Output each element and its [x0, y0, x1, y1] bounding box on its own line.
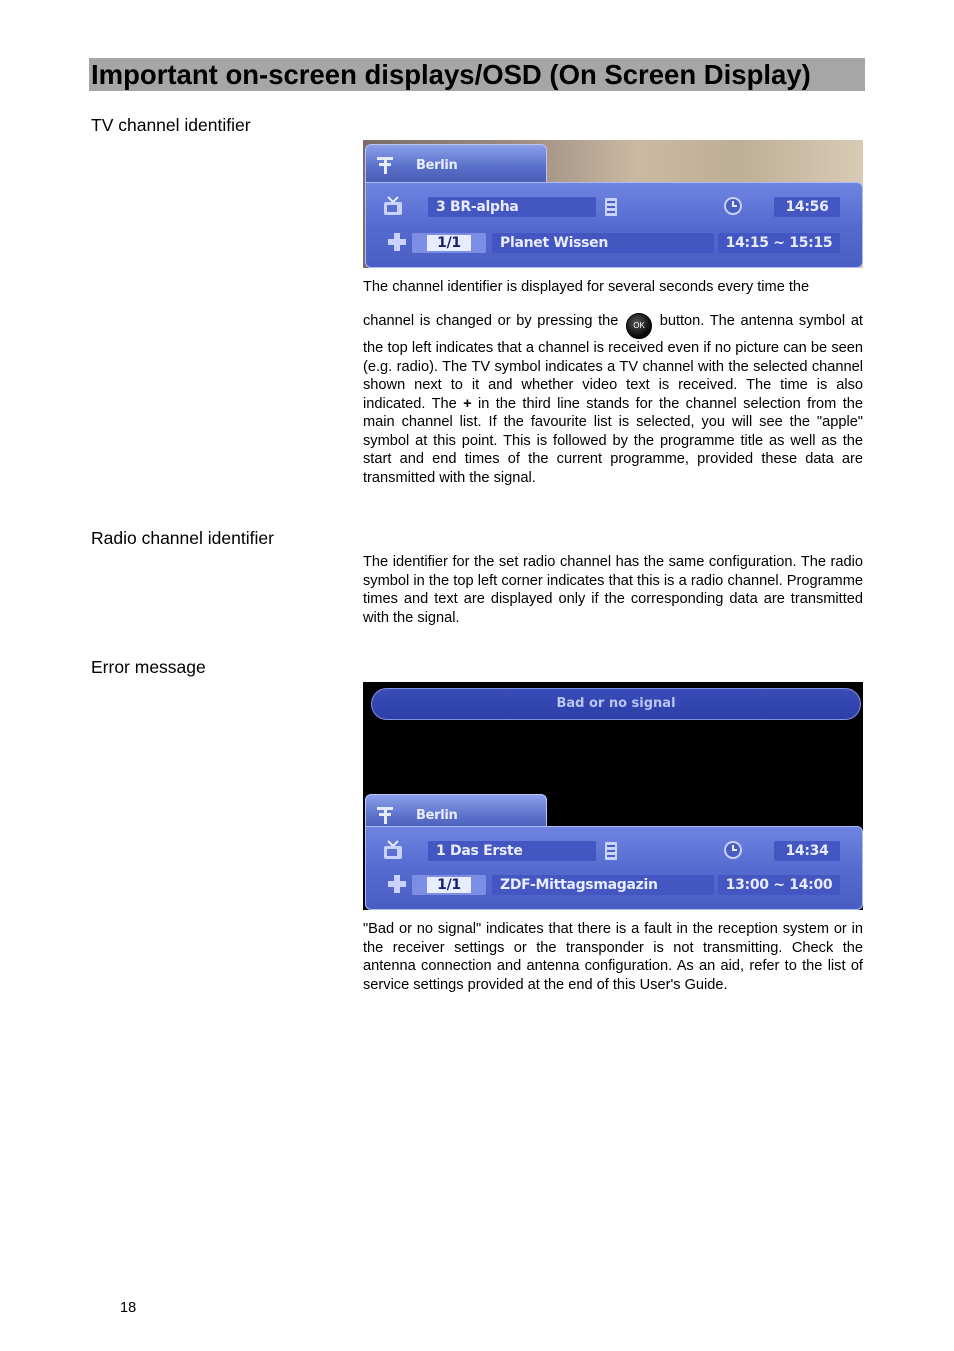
tv-paragraph-end: in the third line stands for the channel selection from the main channel list. If the favourite list is selected, you will see the "apple" symbol at this point. This is followed by the programme title as well as the start and end times of the current programme, provided these data are transmitted with the signal.	[363, 395, 863, 486]
osd-programme-time: 13:00 ~ 14:00	[718, 875, 840, 895]
error-banner: Bad or no signal	[371, 688, 861, 720]
plus-symbol: +	[463, 395, 472, 412]
osd-list-index	[412, 875, 486, 895]
osd-time-field: 14:34	[774, 841, 840, 861]
ok-button-icon: OK	[626, 313, 652, 339]
tv-paragraph-body	[363, 312, 863, 487]
page-title: Important on-screen displays/OSD (On Screen Display)	[91, 59, 811, 90]
tv-osd-screenshot	[363, 140, 863, 268]
plus-icon	[386, 231, 408, 253]
osd-list-index-text: 1/1	[427, 235, 471, 251]
page-title-bar	[89, 58, 865, 91]
videotext-icon	[600, 840, 622, 862]
osd-channel-field: 1 Das Erste	[428, 841, 596, 861]
osd-channel-field: 3 BR-alpha	[428, 197, 596, 217]
osd-list-index-text: 1/1	[427, 877, 471, 893]
osd-programme-field: ZDF-Mittagsmagazin	[492, 875, 714, 895]
osd-programme-time: 14:15 ~ 15:15	[718, 233, 840, 253]
osd-location-tab	[365, 144, 547, 186]
section-label-radio: Radio channel identifier	[91, 528, 274, 548]
osd-location-text: Berlin	[416, 808, 458, 823]
osd-location-text: Berlin	[416, 158, 458, 173]
section-label-error: Error message	[91, 657, 206, 677]
videotext-icon	[600, 196, 622, 218]
antenna-icon	[374, 154, 396, 176]
error-osd-screenshot	[363, 682, 863, 910]
tv-icon	[382, 195, 404, 217]
section-label-tv: TV channel identifier	[91, 115, 251, 135]
osd-programme-field: Planet Wissen	[492, 233, 714, 253]
plus-icon	[386, 873, 408, 895]
page-number: 18	[120, 1300, 137, 1316]
error-paragraph: "Bad or no signal" indicates that there is a fault in the reception system or in the receiver settings or the transponder is not transmitting. Check the antenna connection and antenna configuration. As an aid, refer to the list of service settings provided at the end of this User's Guide.	[363, 921, 863, 993]
osd-time-field: 14:56	[774, 197, 840, 217]
osd-info-panel	[365, 826, 863, 910]
osd-info-panel	[365, 182, 863, 268]
tv-icon	[382, 839, 404, 861]
tv-paragraph-mid: button. The antenna symbol at the top left indicates that a channel is received even if no picture can be seen (e.g. radio). The TV symbol indicates a TV channel with the selected channel shown next to it and whether video text is received. The time is also indicated. The	[363, 313, 863, 412]
antenna-icon	[374, 804, 396, 826]
tv-paragraph-line1: The channel identifier is displayed for several seconds every time the	[363, 279, 810, 295]
radio-paragraph: The identifier for the set radio channel has the same configuration. The radio symbol in the top left corner indicates that this is a radio channel. Programme times and text are displayed only if the corresponding data are transmitted with the signal.	[363, 554, 863, 626]
clock-icon	[722, 839, 744, 861]
tv-paragraph-pre: channel is changed or by pressing the	[363, 313, 619, 329]
osd-list-index	[412, 233, 486, 253]
clock-icon	[722, 195, 744, 217]
